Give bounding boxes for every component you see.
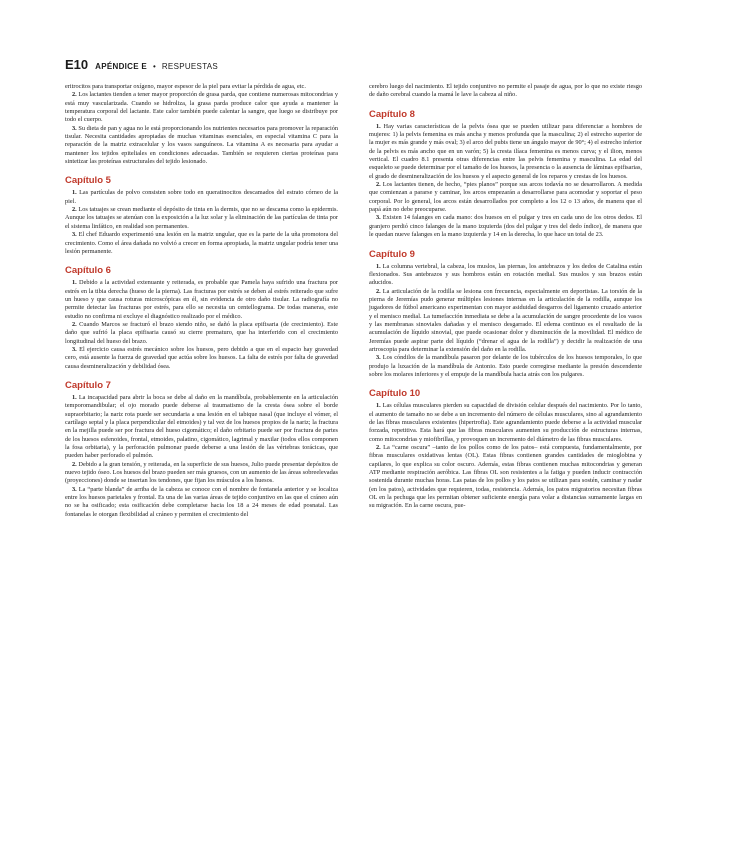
left-column — [65, 83, 338, 519]
answer-paragraph — [65, 189, 338, 206]
answer-text: Los lactantes tienden a tener mayor proporción de grasa parda, que contiene numerosas mitocondrias y está muy vascularizada. Cuando se hidroliza, la grasa parda produce calor que ayuda a mantener la temperatura corporal del lactante. Este calor también puede calentar la sangre, que luego se distribuye por todo el cuerpo. — [65, 91, 338, 124]
answer-number: 3. — [376, 214, 381, 222]
answer-number: 2. — [72, 206, 77, 214]
answer-text: Debido a la actividad extenuante y reiterada, es probable que Pamela haya sufrido una fractura por estrés en la tibia derecha (hueso de la pierna). Las fracturas por estrés se deben al estrés reiterado que sufre un hueso y que causa roturas microscópicas en él, sin evidencia de otro daño tisular. La radiografía no permite detectar las fracturas por estrés, para ello se necesita un centellograma. De todas maneras, este estudio no confirma ni excluye el diagnóstico realizado por el médico. — [65, 279, 338, 320]
answer-text: La incapacidad para abrir la boca se debe al daño en la mandíbula, probablemente en la articulación temporomandibular; el ojo morado puede deberse al traumatismo de la cresta ósea sobre el borde supraorbitario; la nariz rota puede ser secundaria a una lesión en el tabique nasal (que incluye el vómer, el cartílago septal y la placa perpendicular del etmoides) y tal vez de los huesos propios de la nariz; la fractura en la mejilla puede ser por fractura del hueso cigomático; el daño orbitario puede ser por fractura de partes de los huesos esfenoides, frontal, etmoides, palatino, cigomático, lagrimal y maxilar (todos ellos componen la fosa orbitaria), y la perforación pulmonar puede deberse a una lesión de las vértebras torácicas, que pueden haber perforado el pulmón. — [65, 393, 338, 460]
answer-text: Su dieta de pan y agua no le está proporcionando los nutrientes necesarios para promover la reparación tisular. Necesita cantidades apropiadas de muchas vitaminas esenciales, en especial vitamina C para la reparación de la matriz extracelular y los vasos sanguíneos. La vitamina A es necesaria para ayudar a mantener los tejidos epiteliales en condiciones adecuadas. También se requieren ciertas proteínas para sintetizar las proteínas estructurales del tejido lesionado. — [65, 124, 338, 166]
answer-number: 1. — [72, 393, 77, 401]
right-column — [369, 83, 642, 511]
answer-paragraph — [369, 402, 642, 444]
answer-paragraph — [65, 486, 338, 519]
answer-text: Debido a la gran tensión, y reiterada, en la superficie de sus huesos, Julio puede presentar depósitos de nuevo tejido óseo. Los huesos del brazo pueden ser más gruesos, con un aumento de las áreas sobreelevadas (proyecciones) donde se insertan los tendones, que fijan los músculos a los huesos. — [65, 460, 338, 485]
answer-paragraph — [369, 263, 642, 288]
answer-paragraph — [369, 354, 642, 379]
answer-paragraph — [65, 346, 338, 371]
answer-text: La “carne oscura” –tanto de los pollos como de los patos– está compuesta, fundamentalmente, por fibras musculares oxidativas lentas (OL). Estas fibras contienen grandes cantidades de mioglobina y capilares, lo que explica su color oscuro. Además, estas fibras contienen muchas mitocondrias y generan ATP mediante respiración aeróbica. Las fibras OL son resistentes a la fatiga y pueden inducir contracción sostenida durante muchas horas. Las patas de los pollos y los patos se utilizan para sostén, caminar y nadar (en los patos), actividades que requieren, todas, resistencia. Además, los patos migratorios necesitan fibras OL en la pechuga que les permitan obtener suficiente energía para volar a distancias sumamente largas en su migración. En la carne oscura, pue- — [369, 444, 642, 510]
answer-paragraph — [65, 206, 338, 231]
answer-text: Las células musculares pierden su capacidad de división celular después del nacimiento. Por lo tanto, el aumento de tamaño no se debe a un incremento del número de células musculares, sino al agrandamiento de las fibras musculares existentes (hipertrofia). Este agrandamiento puede deberse a la actividad muscular forzada, repetitiva. Esta hará que las fibras musculares aumenten su producción de estructuras internas, como mitocondrias y miofibrillas, y provoquen un incremento del diámetro de las fibras musculares. — [369, 402, 642, 443]
answer-text: Los lactantes tienen, de hecho, “pies planos” porque sus arcos todavía no se desarrollaron. A medida que comienzan a pararse y caminar, los arcos empezarán a desarrollarse para acomodar y soportar el peso corporal. Por lo general, los arcos están desarrollados por completo a los 12 o 13 años, de manera que el papá aún no debe preocuparse. — [369, 181, 642, 214]
page-number: E10 — [65, 57, 89, 72]
answer-number: 3. — [72, 485, 77, 493]
answer-number: 2. — [376, 287, 381, 295]
answer-text: Existen 14 falanges en cada mano: dos huesos en el pulgar y tres en cada uno de los otros dedos. El granjero perdió cinco falanges de la mano izquierda (dos del pulgar y tres del dedo índice), de manera que le quedan nueve falanges en la mano izquierda y 14 en la derecha, lo que hace un total de 23. — [369, 214, 643, 239]
answer-text: Los cóndilos de la mandíbula pasaron por delante de los tubérculos de los huesos temporales, lo que produjo la luxación de la mandíbula de Antonio. Esto puede corregirse mediante la presión descendente sobre los molares inferiores y el empuje de la mandíbula hacia atrás con los pulgares. — [369, 354, 643, 378]
answer-text: La “parte blanda” de arriba de la cabeza se conoce con el nombre de fontanela anterior y se localiza entre los huesos parietales y frontal. Es una de las varias áreas de tejido conjuntivo en las que el cráneo aún no se ha osificado; esta osificación debe completarse hacia los 18 a 24 meses de edad posnatal. Las fontanelas le otorgan flexibilidad al cráneo y permiten el crecimiento del — [65, 485, 338, 518]
answer-paragraph — [65, 321, 338, 346]
header-bullet: • — [153, 62, 156, 71]
chapter-heading: Capítulo 5 — [65, 175, 111, 187]
answer-text: La articulación de la rodilla se lesiona con frecuencia, especialmente en deportistas. La torsión de la pierna de Jeremías pudo generar múltiples lesiones internas en la articulación de la rodilla, aunque los jugadores de fútbol americano experimentan con mayor asiduidad desgarros del ligamento cruzado anterior y el menisco medial. La tumefacción inmediata se debe a la acumulación de sangre procedente de los vasos y las membranas sinoviales dañadas y el menisco desgarrado. El edema continuo es el resultado de la acumulación de líquido sinovial, que puede ocasionar dolor y disminución de la movilidad. El médico de Jeremías puede aspirar parte del líquido (“drenar el agua de la rodilla”) y decidir la realización de una artroscopia para determinar la extensión del daño en la rodilla. — [369, 287, 642, 353]
answer-number: 3. — [72, 124, 77, 132]
answer-paragraph — [65, 125, 338, 167]
answer-paragraph — [65, 461, 338, 486]
answer-number: 3. — [376, 354, 381, 362]
answer-text: Hay varias características de la pelvis ósea que se pueden utilizar para diferenciar a hombres de mujeres: 1) la pelvis femenina es más ancha y menos profunda que la masculina; 2) el estrecho superior de la mujer es más grande y más oval; 3) el arco del pubis tiene un ángulo mayor de 90°; 4) el estrecho inferior de la pelvis es más ancho que en un varón; 5) la cresta ilíaca femenina es menos curva; y el ilion, menos vertical. El cuadro 8.1 presenta otras diferencias entre las pelvis femenina y masculina. La edad del esqueleto se puede determinar por el tamaño de los huesos, la presencia o la ausencia de láminas epifisarias, el grado de desmineralización de los huesos y el aspecto general de los reparos y crestas de los huesos. — [369, 122, 642, 180]
answer-number: 2. — [376, 444, 381, 452]
answer-number: 2. — [72, 460, 77, 468]
answer-paragraph — [65, 231, 338, 256]
answer-number: 1. — [72, 279, 77, 287]
answer-paragraph — [369, 123, 642, 181]
answer-paragraph — [369, 214, 642, 239]
answer-text: Los tatuajes se crean mediante el depósito de tinta en la dermis, que no se descama como la epidermis. Aunque los tatuajes se atenúan con la exposición a la luz solar y la eliminación de las partículas de tinta por el sistema linfático, en realidad son permanentes. — [65, 206, 338, 230]
answer-number: 1. — [376, 262, 381, 270]
answer-paragraph — [65, 83, 338, 91]
answer-text: eritrocitos para transportar oxígeno, mayor espesor de la piel para evitar la pérdida de agua, etc. — [65, 83, 306, 90]
answer-paragraph — [65, 394, 338, 461]
answer-text: El ejercicio causa estrés mecánico sobre los huesos, pero debido a que en el espacio hay gravedad cero, está ausente la fuerza de gravedad que actúa sobre los huesos. La falta de estrés por falta de gravedad causa desmineralización y debilidad ósea. — [65, 345, 338, 370]
chapter-heading: Capítulo 7 — [65, 379, 111, 391]
answer-text: La columna vertebral, la cabeza, los muslos, las piernas, los antebrazos y los dedos de Catalina están flexionados. Sus antebrazos y sus hombros están en rotación medial. Sus muslos y sus brazos están aducidos. — [369, 262, 642, 287]
answer-text: Cuando Marcos se fracturó el brazo siendo niño, se dañó la placa epifisaria (de crecimiento). Este daño que sufrió la placa epifisaria causó su cierre prematuro, que ha interferido con el crecimiento longitudinal del hueso del brazo. — [65, 320, 338, 345]
chapter-heading: Capítulo 8 — [369, 108, 415, 120]
page-header — [65, 57, 218, 72]
appendix-title: APÉNDICE E — [95, 62, 148, 71]
answer-number: 1. — [376, 402, 381, 410]
chapter-heading: Capítulo 9 — [369, 248, 415, 260]
answer-number: 2. — [376, 181, 381, 189]
answer-paragraph — [369, 444, 642, 511]
answer-text: El chef Eduardo experimentó una lesión en la matriz ungular, que es la parte de la uña promotora del crecimiento. Como el área dañada no volvió a crecer en forma apropiada, la matriz ungular podría tener una lesión permanente. — [65, 231, 338, 255]
chapter-heading: Capítulo 10 — [369, 388, 421, 400]
answer-paragraph — [369, 288, 642, 355]
chapter-heading: Capítulo 6 — [65, 265, 111, 277]
answer-paragraph — [369, 83, 642, 100]
answer-number: 3. — [72, 345, 77, 353]
answer-number: 1. — [72, 189, 77, 197]
answer-number: 3. — [72, 231, 77, 239]
answer-paragraph — [369, 181, 642, 214]
answer-text: cerebro luego del nacimiento. El tejido conjuntivo no permite el pasaje de agua, por lo que no existe riesgo de daño cerebral cuando la mamá le lave la cabeza al niño. — [369, 83, 642, 99]
section-title: RESPUESTAS — [161, 62, 219, 71]
answer-number: 2. — [72, 320, 77, 328]
answer-text: Las partículas de polvo consisten sobre todo en queratinocitos descamados del estrato córneo de la piel. — [65, 189, 338, 205]
answer-paragraph — [65, 279, 338, 321]
answer-paragraph — [65, 91, 338, 124]
answer-number: 2. — [72, 91, 77, 99]
answer-number: 1. — [376, 122, 381, 130]
